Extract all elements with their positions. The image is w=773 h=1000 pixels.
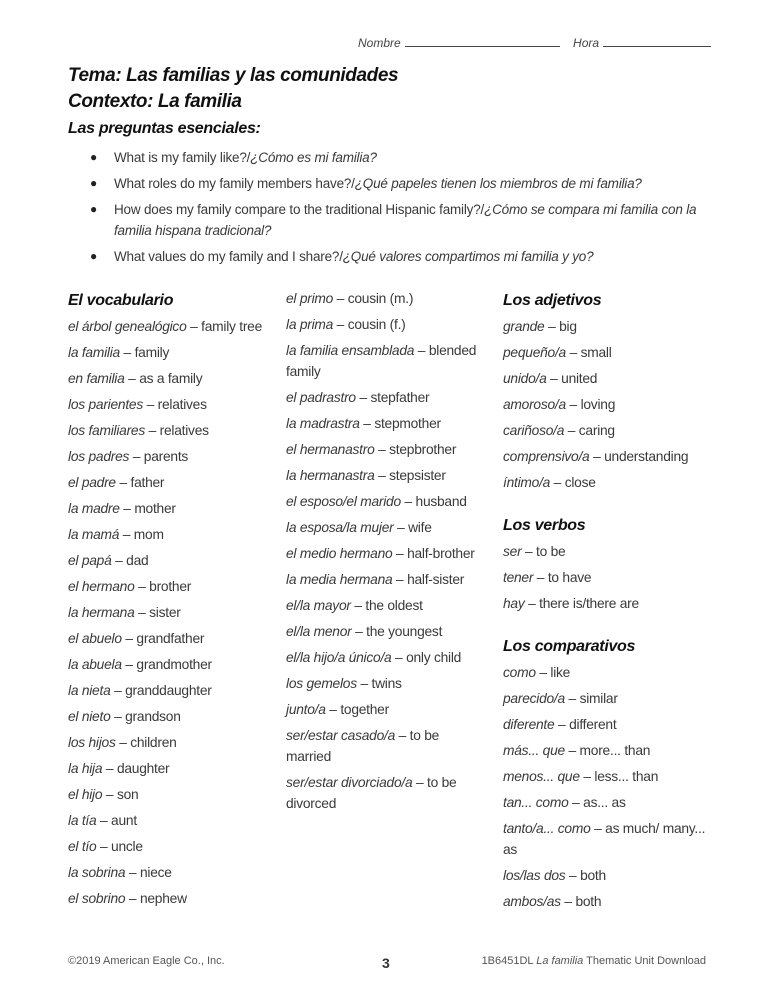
vocab-english: like (550, 665, 571, 680)
vocab-dash: – (114, 709, 122, 724)
vocab-dash: – (594, 821, 602, 836)
vocab-spanish: tan... como (503, 795, 569, 810)
vocab-dash: – (128, 371, 136, 386)
vocab-spanish: el padrastro (286, 390, 356, 405)
page-number: 3 (382, 955, 390, 971)
vocab-entry (503, 740, 718, 761)
vocab-entry (68, 810, 268, 831)
vocab-spanish: los hijos (68, 735, 116, 750)
vocab-spanish: los parientes (68, 397, 143, 412)
vocab-english: both (580, 868, 606, 883)
vocab-english: blended family (286, 343, 477, 379)
vocab-spanish: la madre (68, 501, 120, 516)
vocab-entry (68, 602, 268, 623)
vocab-english: aunt (111, 813, 137, 828)
vocab-entry (286, 413, 486, 434)
vocab-english: more... than (579, 743, 651, 758)
vocab-english: united (561, 371, 598, 386)
vocab-column-1 (68, 290, 268, 914)
vocab-spanish: el/la menor (286, 624, 352, 639)
vocab-dash: – (125, 631, 133, 646)
questions-heading: Las preguntas esenciales: (68, 120, 261, 137)
vocab-english: niece (139, 865, 172, 880)
page-title: Tema: Las familias y las comunidades (68, 65, 399, 86)
vocab-entry (68, 394, 268, 415)
vocab-spanish: más... que (503, 743, 565, 758)
vocab-english: children (130, 735, 177, 750)
question-english: What is my family like?/ (114, 150, 251, 165)
vocab-spanish: el hermano (68, 579, 135, 594)
vocab-entry (68, 446, 268, 467)
vocab-spanish: diferente (503, 717, 555, 732)
vocab-entry (503, 394, 718, 415)
vocab-dash: – (536, 570, 545, 585)
vocab-entry (503, 316, 718, 337)
vocab-entry (286, 621, 486, 642)
vocab-entry (503, 541, 718, 562)
unit-info (482, 955, 706, 967)
copyright: ©2019 American Eagle Co., Inc. (68, 955, 225, 967)
question-spanish: ¿Qué papeles tienen los miembros de mi familia? (354, 176, 642, 191)
vocab-dash: – (397, 520, 405, 535)
hour-blank (603, 35, 711, 47)
vocab-dash: – (115, 553, 123, 568)
vocab-spanish: el esposo/el marido (286, 494, 401, 509)
unit-code: 1B6451DL (481, 955, 534, 967)
vocab-english: close (564, 475, 596, 490)
vocab-dash: – (123, 501, 131, 516)
vocab-entry (503, 818, 718, 860)
vocab-entry (503, 446, 718, 467)
vocab-entry (503, 472, 718, 493)
vocab-spanish: la tía (68, 813, 97, 828)
vocab-entry (503, 792, 718, 813)
vocab-english: understanding (604, 449, 689, 464)
vocab-english: family tree (201, 319, 263, 334)
vocab-entry (503, 688, 718, 709)
vocab-spanish: el primo (286, 291, 334, 306)
vocab-english: half-brother (407, 546, 475, 561)
question-spanish: ¿Qué valores compartimos mi familia y yo? (342, 249, 594, 264)
vocab-english: the oldest (365, 598, 423, 613)
vocab-spanish: el árbol genealógico (68, 319, 187, 334)
vocab-entry (68, 784, 268, 805)
question-spanish: ¿Cómo se compara mi familia con la familia hispana tradicional? (114, 202, 697, 238)
name-hour-fields (358, 35, 711, 50)
vocab-dash: – (363, 416, 371, 431)
vocab-dash: – (119, 475, 127, 490)
section-heading: Los adjetivos (503, 292, 602, 309)
vocab-entry (503, 714, 718, 735)
vocab-dash: – (336, 291, 345, 306)
vocab-spanish: la prima (286, 317, 334, 332)
vocab-entry (503, 891, 718, 912)
vocab-spanish: ambos/as (503, 894, 561, 909)
vocab-spanish: menos... que (503, 769, 580, 784)
vocab-spanish: la familia (68, 345, 120, 360)
question-item (90, 199, 710, 241)
vocab-dash: – (128, 891, 137, 906)
vocab-heading: El vocabulario (68, 292, 174, 309)
vocab-entry (68, 758, 268, 779)
vocab-entry (68, 888, 268, 909)
vocab-spanish: la hija (68, 761, 103, 776)
vocab-english: to be divorced (286, 775, 457, 811)
hour-label: Hora (573, 36, 600, 50)
vocab-entry (68, 862, 268, 883)
vocab-spanish: el medio hermano (286, 546, 393, 561)
vocab-dash: – (396, 572, 404, 587)
vocab-entry (503, 593, 718, 614)
vocab-dash: – (128, 865, 137, 880)
vocab-entry (503, 567, 718, 588)
vocab-dash: – (396, 546, 404, 561)
vocab-spanish: la madrastra (286, 416, 360, 431)
vocab-spanish: los gemelos (286, 676, 357, 691)
vocab-spanish: el hermanastro (286, 442, 375, 457)
vocab-dash: – (360, 676, 368, 691)
vocab-english: the youngest (366, 624, 443, 639)
vocab-english: there is/there are (539, 596, 639, 611)
vocab-entry (68, 654, 268, 675)
vocab-spanish: el nieto (68, 709, 111, 724)
vocab-english: husband (415, 494, 467, 509)
vocab-entry (68, 524, 268, 545)
vocab-dash: – (354, 598, 362, 613)
vocab-english: both (575, 894, 602, 909)
vocab-english: daughter (116, 761, 170, 776)
vocab-dash: – (569, 397, 577, 412)
vocab-spanish: los padres (68, 449, 130, 464)
vocab-dash: – (336, 317, 345, 332)
bullet-icon: ● (90, 202, 98, 216)
vocab-english: son (116, 787, 139, 802)
vocab-spanish: amoroso/a (503, 397, 566, 412)
vocab-spanish: el papá (68, 553, 112, 568)
vocab-dash: – (569, 345, 577, 360)
vocab-english: stepsister (389, 468, 446, 483)
vocab-entry (68, 550, 268, 571)
vocab-dash: – (148, 423, 157, 438)
vocab-entry (286, 491, 486, 512)
vocab-dash: – (100, 839, 108, 854)
vocab-spanish: unido/a (503, 371, 547, 386)
vocab-dash: – (146, 397, 155, 412)
vocab-spanish: ser (503, 544, 522, 559)
vocab-english: parents (143, 449, 189, 464)
vocab-entry (503, 662, 718, 683)
bullet-icon: ● (90, 249, 98, 263)
vocab-spanish: como (503, 665, 536, 680)
vocab-entry (68, 680, 268, 701)
vocab-english: as much/ many... as (503, 821, 706, 857)
vocab-dash: – (138, 605, 146, 620)
vocab-entry (286, 340, 486, 382)
vocab-dash: – (114, 683, 122, 698)
vocab-dash: – (558, 717, 566, 732)
vocab-entry (503, 766, 718, 787)
vocab-entry (286, 387, 486, 408)
question-english: How does my family compare to the traditional Hispanic family?/ (114, 202, 485, 217)
vocab-dash: – (105, 761, 114, 776)
vocab-entry (286, 314, 486, 335)
question-item (90, 147, 710, 168)
vocab-entry (286, 673, 486, 694)
vocab-entry (286, 543, 486, 564)
vocab-english: similar (579, 691, 618, 706)
vocab-dash: – (138, 579, 146, 594)
vocab-spanish: el sobrino (68, 891, 126, 906)
vocab-english: twins (371, 676, 402, 691)
vocab-entry (503, 368, 718, 389)
vocab-english: to have (547, 570, 592, 585)
vocab-english: relatives (159, 423, 209, 438)
vocab-english: wife (408, 520, 432, 535)
vocab-dash: – (417, 343, 426, 358)
vocab-dash: – (398, 728, 407, 743)
vocab-entry (286, 465, 486, 486)
vocab-dash: – (569, 868, 577, 883)
vocab-spanish: ser/estar casado/a (286, 728, 396, 743)
vocab-english: cousin (m.) (347, 291, 414, 306)
vocab-dash: – (359, 390, 367, 405)
vocab-english: grandmother (136, 657, 212, 672)
vocab-english: relatives (157, 397, 207, 412)
vocab-spanish: la nieta (68, 683, 111, 698)
vocab-spanish: la hermana (68, 605, 135, 620)
vocab-english: cousin (f.) (347, 317, 406, 332)
vocab-dash: – (568, 743, 576, 758)
vocab-dash: – (378, 468, 386, 483)
vocab-dash: – (548, 319, 556, 334)
vocab-spanish: tanto/a... como (503, 821, 591, 836)
vocab-spanish: comprensivo/a (503, 449, 590, 464)
vocab-english: different (569, 717, 617, 732)
vocab-english: as a family (139, 371, 203, 386)
vocab-dash: – (122, 527, 131, 542)
vocab-dash: – (119, 735, 127, 750)
vocab-english: stepfather (370, 390, 430, 405)
vocab-spanish: el/la mayor (286, 598, 351, 613)
vocab-entry (68, 368, 268, 389)
vocab-dash: – (329, 702, 337, 717)
vocab-entry (286, 647, 486, 668)
section-heading: Los comparativos (503, 638, 636, 655)
vocab-english: small (580, 345, 612, 360)
vocab-english: stepmother (374, 416, 441, 431)
vocab-entry (68, 836, 268, 857)
vocab-column-2 (286, 288, 486, 819)
vocab-spanish: en familia (68, 371, 125, 386)
vocab-english: stepbrother (389, 442, 457, 457)
unit-suffix: Thematic Unit Download (586, 955, 706, 967)
vocab-english: dad (126, 553, 149, 568)
vocab-english: family (134, 345, 170, 360)
vocab-english: granddaughter (125, 683, 212, 698)
vocab-english: mother (134, 501, 176, 516)
vocab-entry (286, 288, 486, 309)
vocab-english: half-sister (407, 572, 465, 587)
vocab-spanish: la esposa/la mujer (286, 520, 394, 535)
vocab-english: to be married (286, 728, 440, 764)
bullet-icon: ● (90, 150, 98, 164)
vocab-section (503, 636, 718, 912)
vocab-dash: – (404, 494, 412, 509)
vocab-spanish: hay (503, 596, 525, 611)
vocab-spanish: la mamá (68, 527, 120, 542)
vocab-entry (503, 342, 718, 363)
vocab-english: sister (149, 605, 181, 620)
vocab-dash: – (567, 423, 576, 438)
vocab-spanish: el/la hijo/a único/a (286, 650, 392, 665)
vocab-spanish: la abuela (68, 657, 122, 672)
vocab-spanish: el tío (68, 839, 97, 854)
vocab-dash: – (378, 442, 386, 457)
vocab-spanish: los familiares (68, 423, 146, 438)
vocab-spanish: la hermanastra (286, 468, 375, 483)
vocab-spanish: ser/estar divorciado/a (286, 775, 413, 790)
vocab-english: father (130, 475, 165, 490)
vocab-dash: – (100, 813, 108, 828)
vocab-dash: – (123, 345, 131, 360)
question-english: What values do my family and I share?/ (114, 249, 343, 264)
vocab-spanish: pequeño/a (503, 345, 566, 360)
vocab-dash: – (572, 795, 580, 810)
vocab-entry (286, 699, 486, 720)
vocab-dash: – (539, 665, 547, 680)
vocab-english: grandfather (136, 631, 205, 646)
vocab-spanish: tener (503, 570, 534, 585)
vocab-english: less... than (594, 769, 659, 784)
vocab-entry (286, 439, 486, 460)
name-blank (405, 35, 560, 47)
vocab-dash: – (528, 596, 536, 611)
vocab-spanish: el abuelo (68, 631, 122, 646)
vocab-english: together (340, 702, 389, 717)
name-label: Nombre (358, 36, 401, 50)
vocab-english: brother (149, 579, 192, 594)
vocab-dash: – (583, 769, 591, 784)
vocab-dash: – (568, 691, 576, 706)
context-title: Contexto: La familia (68, 91, 242, 112)
vocab-entry (503, 420, 718, 441)
vocab-spanish: la familia ensamblada (286, 343, 415, 358)
vocab-spanish: cariñoso/a (503, 423, 565, 438)
vocab-dash: – (564, 894, 572, 909)
vocab-entry (286, 517, 486, 538)
vocab-dash: – (125, 657, 133, 672)
vocab-entry (286, 772, 486, 814)
section-heading: Los verbos (503, 517, 586, 534)
vocab-dash: – (416, 775, 424, 790)
vocab-entry (68, 576, 268, 597)
vocab-entry (68, 706, 268, 727)
vocab-english: mom (133, 527, 164, 542)
vocab-entry (68, 628, 268, 649)
vocab-dash: – (190, 319, 198, 334)
question-english: What roles do my family members have?/ (114, 176, 355, 191)
vocab-dash: – (593, 449, 601, 464)
vocab-entry (68, 498, 268, 519)
vocab-spanish: junto/a (286, 702, 326, 717)
question-item (90, 173, 710, 194)
vocab-entry (68, 472, 268, 493)
vocab-english: nephew (139, 891, 187, 906)
questions-list (90, 147, 710, 272)
vocab-entry (68, 420, 268, 441)
vocab-english: only child (406, 650, 462, 665)
question-item (90, 246, 710, 267)
vocab-english: uncle (111, 839, 143, 854)
vocab-spanish: grande (503, 319, 545, 334)
vocab-column-3 (503, 290, 718, 934)
vocab-spanish: la media hermana (286, 572, 393, 587)
vocab-entry (286, 595, 486, 616)
vocab-entry (68, 316, 268, 337)
vocab-dash: – (355, 624, 363, 639)
unit-title: La familia (536, 955, 584, 967)
vocab-spanish: el hijo (68, 787, 103, 802)
vocab-english: as... as (583, 795, 626, 810)
vocab-dash: – (105, 787, 114, 802)
vocab-dash: – (525, 544, 533, 559)
vocab-english: grandson (125, 709, 181, 724)
vocab-dash: – (550, 371, 558, 386)
vocab-dash: – (132, 449, 141, 464)
vocab-section (503, 290, 718, 493)
bullet-icon: ● (90, 176, 98, 190)
vocab-dash: – (553, 475, 562, 490)
vocab-spanish: íntimo/a (503, 475, 551, 490)
vocab-entry (503, 865, 718, 886)
vocab-entry (68, 342, 268, 363)
vocab-entry (286, 725, 486, 767)
vocab-english: caring (578, 423, 615, 438)
vocab-spanish: la sobrina (68, 865, 126, 880)
vocab-english: loving (580, 397, 616, 412)
question-spanish: ¿Cómo es mi familia? (250, 150, 377, 165)
vocab-entry (68, 732, 268, 753)
vocab-spanish: parecido/a (503, 691, 565, 706)
vocab-spanish: el padre (68, 475, 116, 490)
vocab-entry (286, 569, 486, 590)
vocab-dash: – (395, 650, 403, 665)
vocab-english: big (559, 319, 577, 334)
vocab-spanish: los/las dos (503, 868, 566, 883)
vocab-english: to be (536, 544, 566, 559)
vocab-section (503, 515, 718, 614)
